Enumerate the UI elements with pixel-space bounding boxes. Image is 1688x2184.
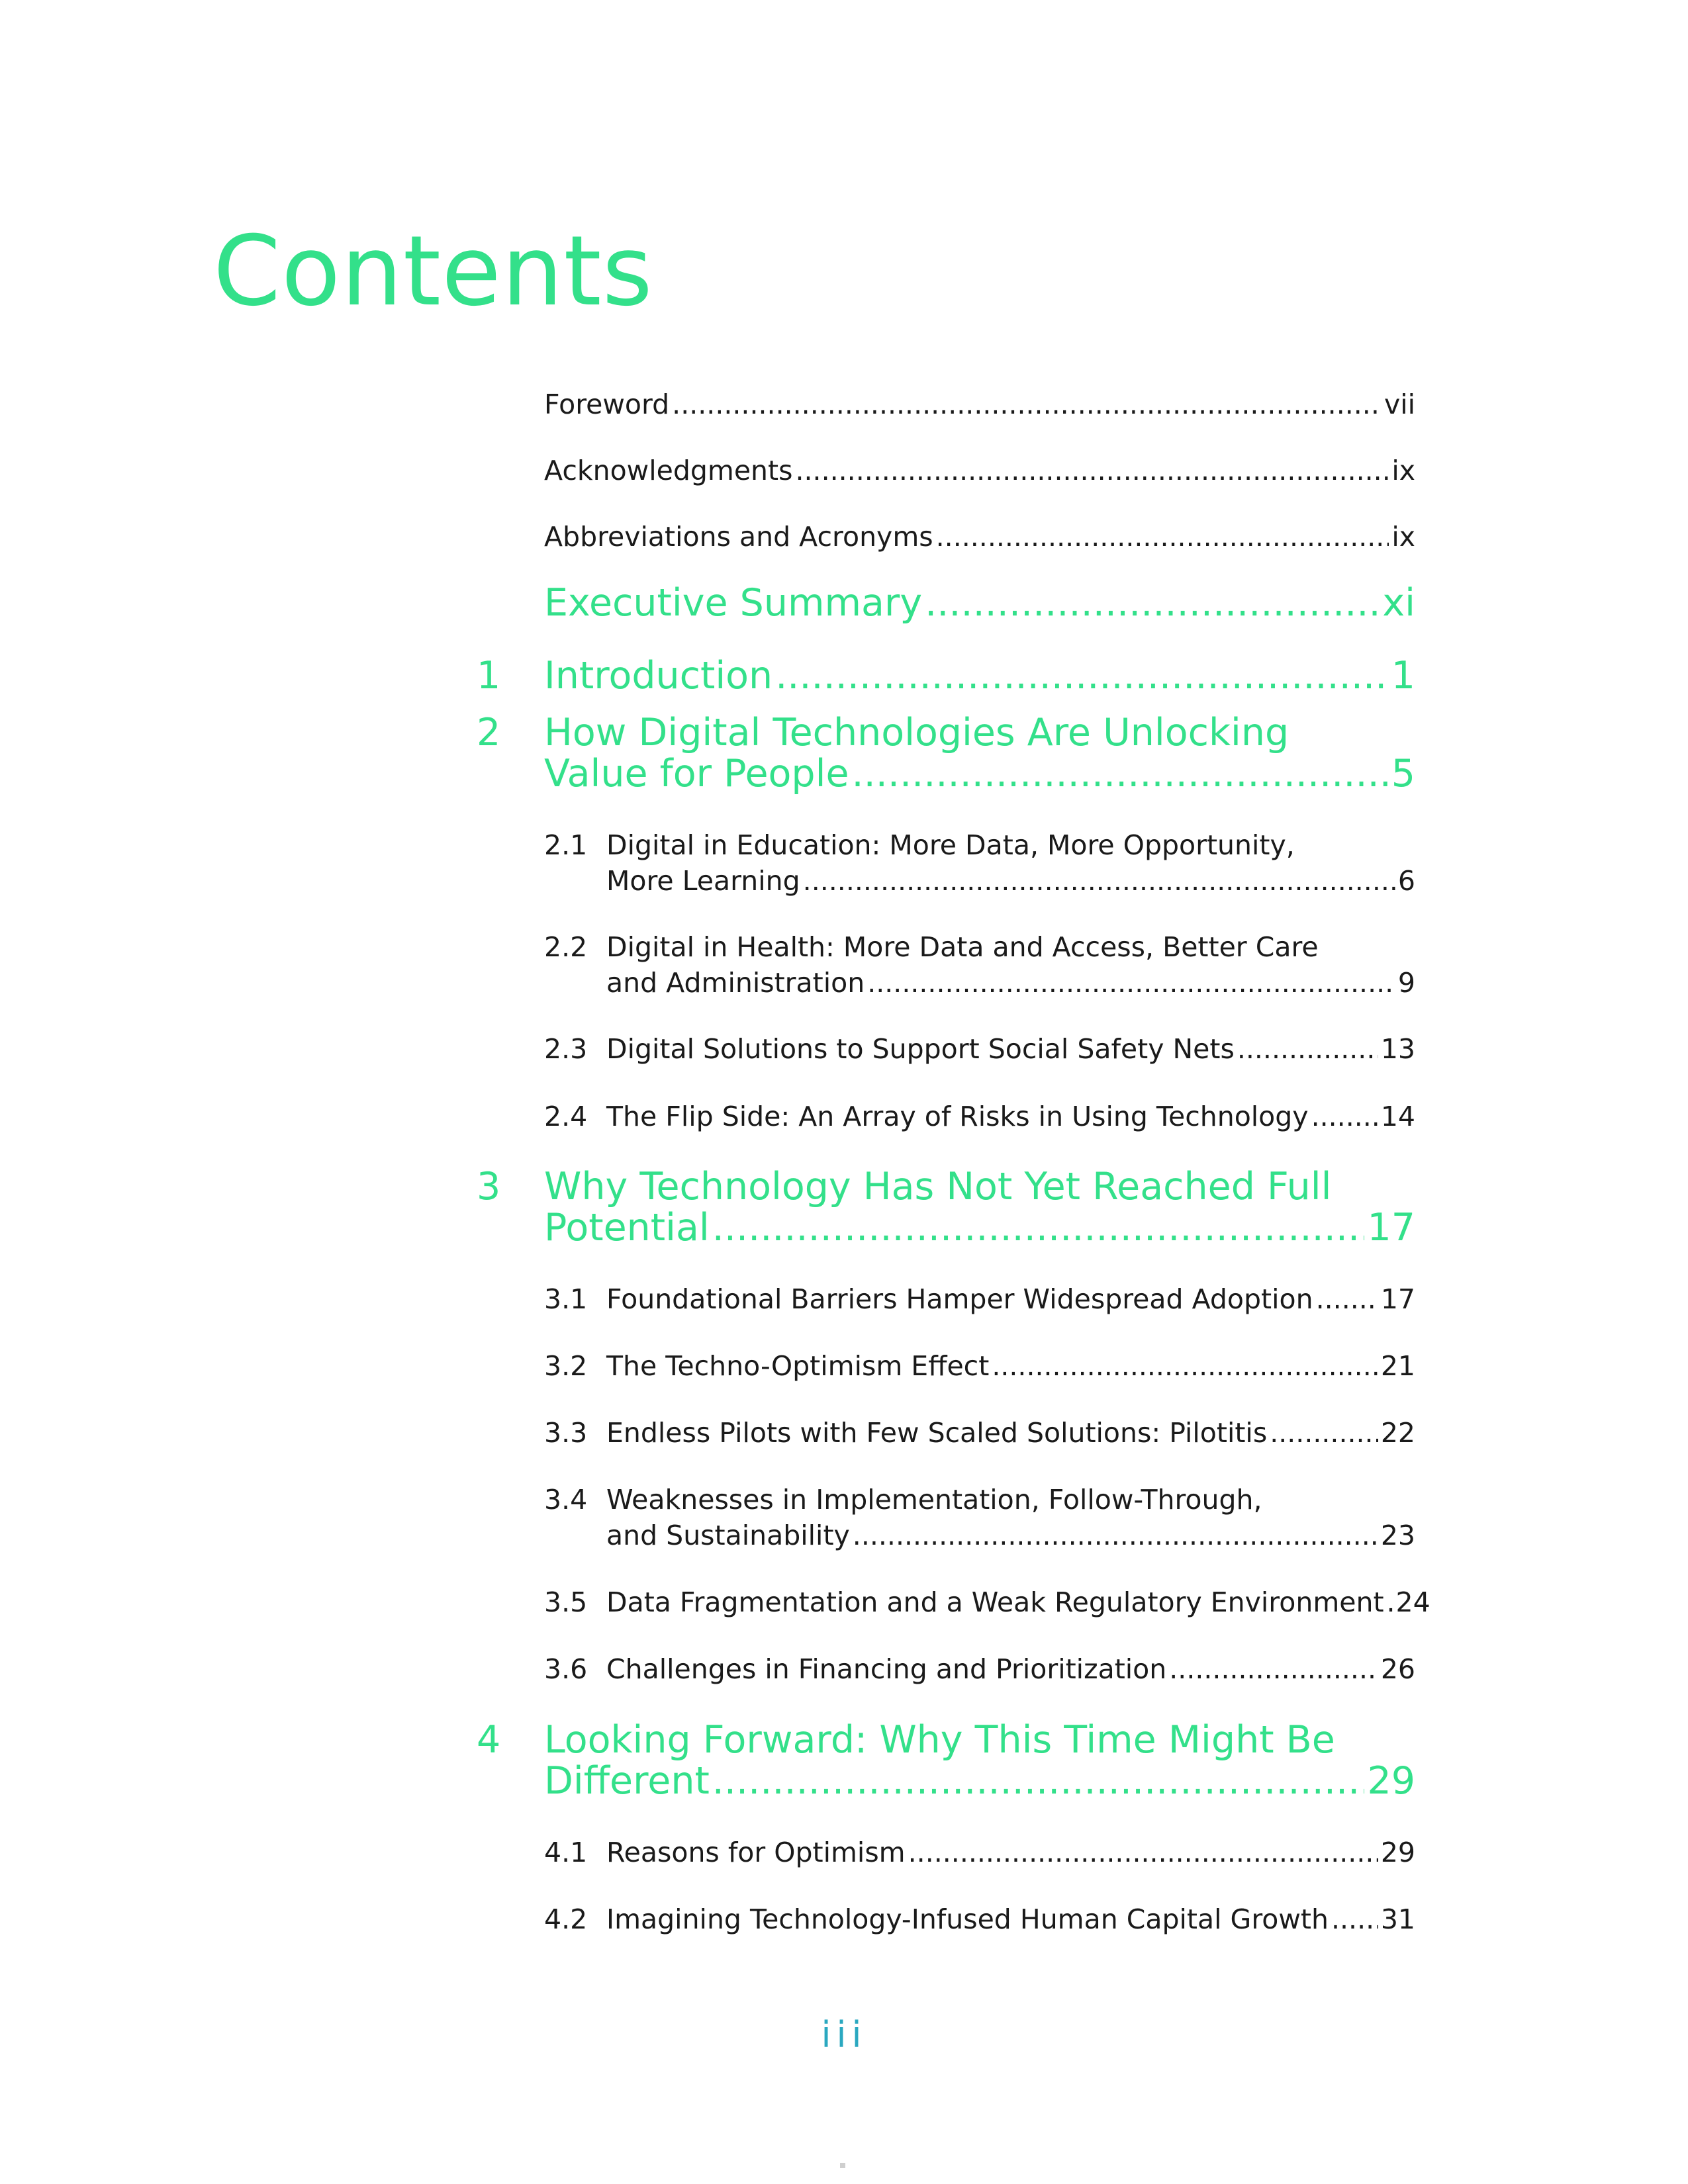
section-title: The Flip Side: An Array of Risks in Using Technology [606,1101,1309,1132]
toc-page-number: 17 [1367,1206,1415,1250]
toc-page-number: 14 [1380,1101,1415,1132]
section-number: 3.2 [544,1350,588,1382]
section-title-line: and Sustainability [606,1520,850,1551]
chapter-number: 1 [477,654,501,698]
dot-leader [1169,1651,1378,1687]
toc-entry-abbreviations[interactable] [544,520,1415,553]
chapter-title: Introduction [544,654,773,698]
toc-chapter-1[interactable] [477,655,1415,696]
toc-entry-title: Executive Summary [544,581,923,625]
toc-chapter-2[interactable] [477,712,1415,794]
toc-page-number: 29 [1380,1837,1415,1868]
section-title: Digital Solutions to Support Social Safety Nets [606,1033,1235,1065]
chapter-title-line: Value for People [544,752,849,796]
section-number: 2.1 [544,829,588,861]
toc-page-number: 5 [1391,752,1415,796]
toc-page-number: 6 [1397,865,1415,897]
toc-section-3-2[interactable] [544,1348,1415,1384]
chapter-number: 4 [477,1718,501,1762]
toc-entry-acknowledgments[interactable] [544,454,1415,487]
section-title-line: and Administration [606,967,865,999]
toc-entry-foreword[interactable] [544,388,1415,421]
toc-page-number: 31 [1380,1903,1415,1935]
dot-leader [672,388,1382,421]
toc-entry-title: Acknowledgments [544,455,793,486]
section-title: Foundational Barriers Hamper Widespread Adoption [606,1283,1313,1315]
dot-leader [775,655,1389,696]
dot-leader [712,1760,1365,1801]
dot-leader [1316,1281,1378,1317]
chapter-title-line: Different [544,1759,710,1803]
section-number: 3.6 [544,1653,588,1685]
section-title: Imagining Technology-Infused Human Capital Growth [606,1903,1329,1935]
toc-page-number: 9 [1397,967,1415,999]
section-number: 3.4 [544,1484,588,1516]
section-title-line: Digital in Health: More Data and Access, Better Care [606,931,1319,963]
toc-page-number: 23 [1380,1520,1415,1551]
toc-section-4-2[interactable] [544,1901,1415,1937]
dot-leader [1270,1415,1378,1451]
page-number: iii [821,2014,867,2056]
section-number: 3.5 [544,1586,588,1618]
section-title-line: Weaknesses in Implementation, Follow-Through, [606,1484,1262,1516]
toc-page-number: 21 [1380,1350,1415,1382]
toc-section-2-3[interactable] [544,1031,1415,1067]
dot-leader [936,520,1389,553]
toc-page-number: 17 [1380,1283,1415,1315]
dot-leader [867,965,1395,1001]
section-title: Reasons for Optimism [606,1837,906,1868]
toc-section-2-2[interactable] [544,929,1415,1001]
toc-entry-executive-summary[interactable] [477,582,1415,623]
toc-section-3-6[interactable] [544,1651,1415,1687]
toc-section-3-3[interactable] [544,1415,1415,1451]
chapter-number: 3 [477,1165,501,1208]
toc-page-number: 1 [1391,654,1415,698]
toc-page-number: 13 [1380,1033,1415,1065]
toc-entry-title: Abbreviations and Acronyms [544,521,933,553]
section-number: 3.1 [544,1283,588,1315]
page-title: Contents [213,215,653,328]
section-title: Endless Pilots with Few Scaled Solutions: Pilotitis [606,1417,1268,1449]
toc-section-3-5[interactable] [544,1584,1430,1620]
toc-page-number: vii [1383,388,1415,420]
toc-section-3-4[interactable] [544,1482,1415,1553]
toc-page-number: xi [1382,581,1415,625]
section-number: 3.3 [544,1417,588,1449]
section-number: 4.2 [544,1903,588,1935]
toc-section-2-1[interactable] [544,827,1415,899]
chapter-title-line: Looking Forward: Why This Time Might Be [544,1718,1335,1762]
dot-leader [908,1835,1378,1870]
toc-page-number: 24 [1395,1586,1430,1618]
dot-leader [803,863,1395,899]
chapter-title-line: Why Technology Has Not Yet Reached Full [544,1165,1332,1208]
dot-leader [1311,1099,1378,1134]
toc-page-number: ix [1391,455,1415,486]
dot-leader [1331,1901,1378,1937]
dot-leader [992,1348,1378,1384]
dot-leader [1237,1031,1378,1067]
chapter-number: 2 [477,711,501,754]
section-title: The Techno-Optimism Effect [606,1350,990,1382]
toc-chapter-4[interactable] [477,1719,1415,1801]
section-title-line: Digital in Education: More Data, More Opportunity, [606,829,1295,861]
dot-leader [853,1518,1378,1553]
toc-page-number: 29 [1367,1759,1415,1803]
section-number: 2.4 [544,1101,588,1132]
section-number: 4.1 [544,1837,588,1868]
toc-page-number: 26 [1380,1653,1415,1685]
toc-page-number: 22 [1380,1417,1415,1449]
toc-page-number: ix [1391,521,1415,553]
section-number: 2.2 [544,931,588,963]
dot-leader [925,582,1380,623]
chapter-title-line: How Digital Technologies Are Unlocking [544,711,1289,754]
dot-leader [852,753,1389,794]
bottom-dot [840,2163,845,2168]
toc-chapter-3[interactable] [477,1166,1415,1248]
toc-section-2-4[interactable] [544,1099,1415,1134]
dot-leader [795,454,1389,487]
chapter-title-line: Potential [544,1206,710,1250]
toc-section-4-1[interactable] [544,1835,1415,1870]
toc-section-3-1[interactable] [544,1281,1415,1317]
section-title: Challenges in Financing and Prioritization [606,1653,1167,1685]
toc-entry-title: Foreword [544,388,670,420]
dot-leader [712,1207,1365,1248]
section-title-line: More Learning [606,865,800,897]
section-number: 2.3 [544,1033,588,1065]
section-title: Data Fragmentation and a Weak Regulatory Environment [606,1586,1384,1618]
dot-leader [1387,1584,1393,1620]
